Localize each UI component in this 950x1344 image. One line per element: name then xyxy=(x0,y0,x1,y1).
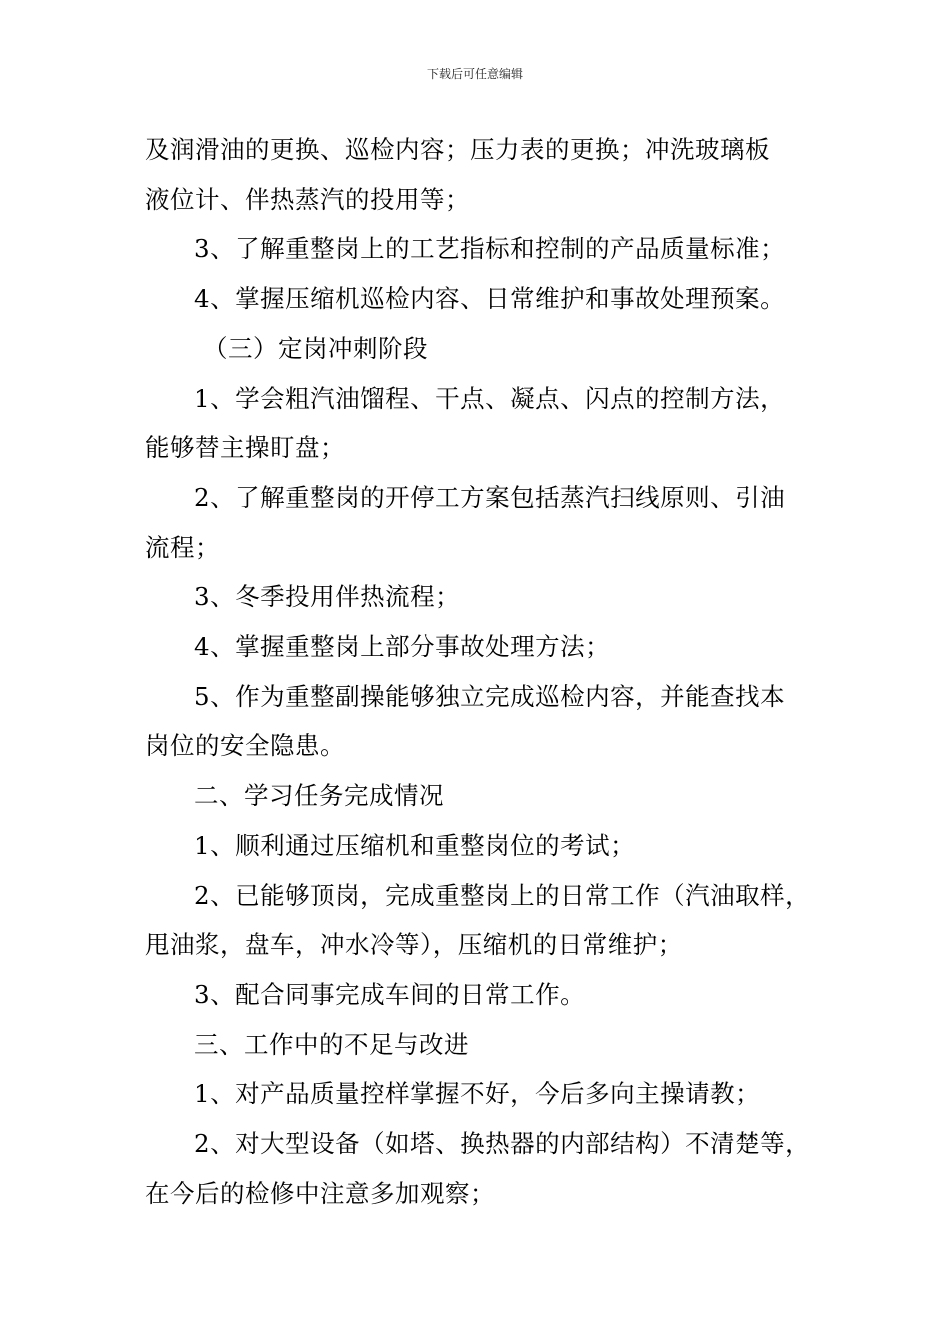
text-line: 2、了解重整岗的开停工方案包括蒸汽扫线原则、引油 xyxy=(194,482,786,512)
section-heading: 三、工作中的不足与改进 xyxy=(194,1029,469,1059)
text-line: 流程； xyxy=(145,532,220,562)
text-line: 液位计、伴热蒸汽的投用等； xyxy=(145,184,470,214)
section-heading: （三）定岗冲刺阶段 xyxy=(203,333,428,363)
text-line: 岗位的安全隐患。 xyxy=(145,731,345,761)
text-line: 及润滑油的更换、巡检内容；压力表的更换；冲洗玻璃板 xyxy=(145,135,770,164)
text-line: 4、掌握重整岗上部分事故处理方法； xyxy=(194,632,611,662)
text-line: 4、掌握压缩机巡检内容、日常维护和事故处理预案。 xyxy=(194,284,786,314)
text-line: 3、了解重整岗上的工艺指标和控制的产品质量标准； xyxy=(194,234,786,264)
text-line: 1、顺利通过压缩机和重整岗位的考试； xyxy=(194,830,636,860)
text-line: 能够替主操盯盘； xyxy=(145,433,345,463)
section-heading: 二、学习任务完成情况 xyxy=(194,781,444,811)
document-body xyxy=(145,125,825,1218)
text-line: 1、对产品质量控样掌握不好，今后多向主操请教； xyxy=(194,1079,761,1109)
text-line: 在今后的检修中注意多加观察； xyxy=(145,1178,495,1208)
text-line: 甩油浆，盘车，冲水冷等），压缩机的日常维护； xyxy=(145,930,683,960)
page-header-note: 下载后可任意编辑 xyxy=(426,67,523,81)
text-line: 2、对大型设备（如塔、换热器的内部结构）不清楚等， xyxy=(194,1129,811,1159)
text-line: 1、学会粗汽油馏程、干点、凝点、闪点的控制方法， xyxy=(194,383,786,413)
text-line: 2、已能够顶岗，完成重整岗上的日常工作（汽油取样， xyxy=(194,880,811,910)
text-line: 3、配合同事完成车间的日常工作。 xyxy=(194,979,586,1009)
text-line: 5、作为重整副操能够独立完成巡检内容，并能查找本 xyxy=(194,681,786,711)
text-line: 3、冬季投用伴热流程； xyxy=(194,582,461,612)
